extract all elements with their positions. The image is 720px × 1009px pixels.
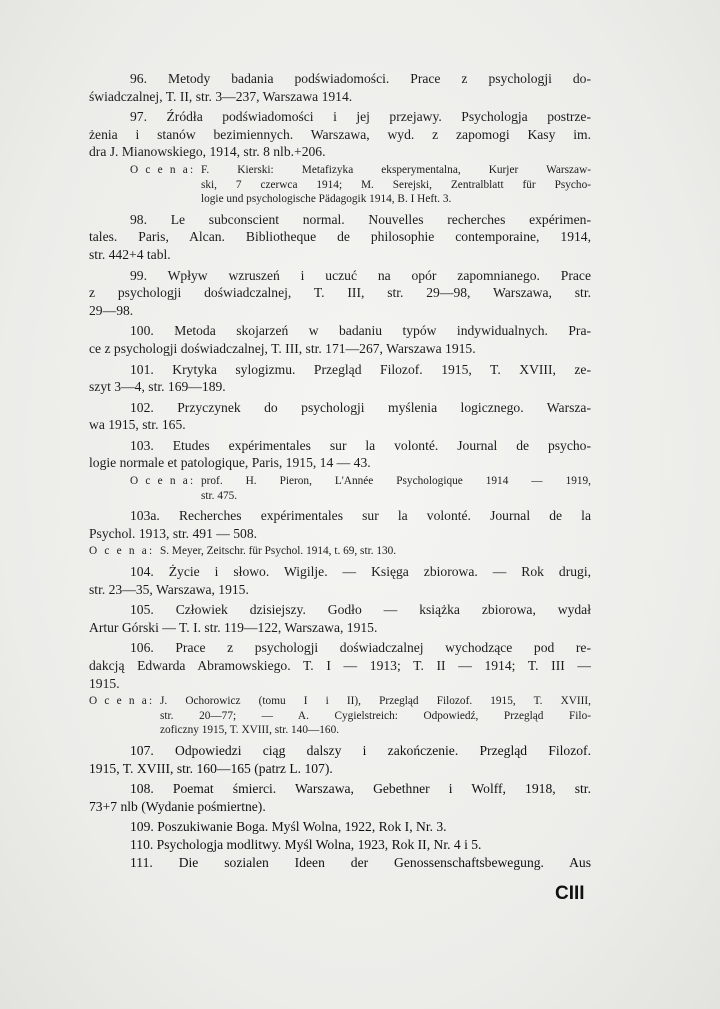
entry-line: logie normale et patologique, Paris, 1915, 14 — 43.	[89, 455, 371, 471]
entry-103	[89, 437, 591, 503]
entry-101	[89, 361, 591, 396]
entry-line: 103. Etudes expérimentales sur la volonté. Journal de psycho-	[130, 437, 591, 453]
entry-97	[89, 108, 591, 207]
entry-line: Artur Górski — T. I. str. 119—122, Warszawa, 1915.	[89, 619, 378, 635]
entry-102	[89, 399, 591, 434]
entry-103a	[89, 507, 591, 559]
entry-line: szyt 3—4, str. 169—189.	[89, 379, 226, 395]
entry-109	[89, 818, 591, 836]
review-note	[48, 694, 591, 738]
entry-line: 99. Wpływ wzruszeń i uczuć na opór zapomnianego. Prace	[130, 267, 591, 283]
entry-98	[89, 211, 591, 264]
entry-line: 73+7 nlb (Wydanie pośmiertne).	[89, 798, 266, 814]
entry-96	[89, 70, 591, 105]
page-number: CIII	[555, 883, 585, 904]
entry-line: 1915.	[89, 675, 120, 691]
review-line: str. 20—77; — A. Cygielstreich: Odpowiedź, Przegląd Filo-	[160, 709, 591, 722]
entry-111	[89, 854, 591, 872]
entry-line: świadczalnej, T. II, str. 3—237, Warszawa 1914.	[89, 88, 353, 104]
review-line: F. Kierski: Metafizyka eksperymentalna, Kurjer Warszaw-	[201, 163, 591, 176]
entry-line: 106. Prace z psychologji doświadczalnej wychodzące pod re-	[130, 640, 591, 656]
review-note	[48, 544, 591, 559]
entry-line: 104. Życie i słowo. Wigilje. — Księga zbiorowa. — Rok drugi,	[130, 564, 591, 580]
entry-99	[89, 267, 591, 320]
review-label: O c e n a:	[130, 475, 196, 488]
entry-line: dakcją Edwarda Abramowskiego. T. I — 1913; T. II — 1914; T. III —	[89, 658, 591, 673]
entry-110	[89, 836, 591, 854]
entry-line: 1915, T. XVIII, str. 160—165 (patrz L. 107).	[89, 760, 333, 776]
entry-line: 102. Przyczynek do psychologji myślenia logicznego. Warsza-	[130, 399, 591, 415]
entry-107	[89, 742, 591, 777]
entry-100	[89, 322, 591, 357]
entry-line: 29—98.	[89, 302, 134, 318]
review-line: S. Meyer, Zeitschr. für Psychol. 1914, t. 69, str. 130.	[160, 545, 397, 558]
review-line: J. Ochorowicz (tomu I i II), Przegląd Filozof. 1915, T. XVIII,	[160, 695, 591, 708]
entry-line: ce z psychologji doświadczalnej, T. III, str. 171—267, Warszawa 1915.	[89, 340, 476, 356]
review-label: O c e n a:	[130, 163, 196, 176]
entry-104	[89, 563, 591, 598]
entry-line: 98. Le subconscient normal. Nouvelles recherches expérimen-	[130, 211, 591, 227]
review-note	[89, 474, 591, 503]
review-line: zoficzny 1915, T. XVIII, str. 140—160.	[160, 724, 340, 737]
entry-line: 108. Poemat śmierci. Warszawa, Gebethner i Wolff, 1918, str.	[130, 781, 591, 797]
entry-line: 97. Źródła podświadomości i jej przejawy. Psychologja postrze-	[130, 109, 591, 125]
entry-line: 110. Psychologja modlitwy. Myśl Wolna, 1923, Rok II, Nr. 4 i 5.	[130, 836, 482, 852]
entry-108	[89, 780, 591, 815]
entry-line: str. 23—35, Warszawa, 1915.	[89, 581, 249, 597]
entry-line: tales. Paris, Alcan. Bibliotheque de philosophie contemporaine, 1914,	[89, 229, 591, 245]
entry-line: 96. Metody badania podświadomości. Prace z psychologji do-	[130, 71, 591, 86]
entry-105	[89, 601, 591, 636]
entry-line: z psychologji doświadczalnej, T. III, str. 29—98, Warszawa, str.	[89, 285, 591, 301]
review-line: ski, 7 czerwca 1914; M. Serejski, Zentralblatt für Psycho-	[201, 178, 591, 191]
entry-line: Psychol. 1913, str. 491 — 508.	[89, 525, 258, 541]
entry-line: 111. Die sozialen Ideen der Genossenschaftsbewegung. Aus	[130, 854, 591, 870]
entry-line: wa 1915, str. 165.	[89, 417, 186, 433]
entry-line: 105. Człowiek dzisiejszy. Godło — książka zbiorowa, wydał	[130, 602, 591, 618]
bibliography-list	[89, 70, 591, 874]
review-label: O c e n a:	[89, 545, 155, 558]
review-line: logie und psychologische Pädagogik 1914, B. I Heft. 3.	[201, 193, 452, 206]
entry-106	[89, 639, 591, 738]
entry-line: 109. Poszukiwanie Boga. Myśl Wolna, 1922, Rok I, Nr. 3.	[130, 819, 447, 835]
entry-line: dra J. Mianowskiego, 1914, str. 8 nlb.+206.	[89, 144, 326, 160]
entry-line: 101. Krytyka sylogizmu. Przegląd Filozof. 1915, T. XVIII, ze-	[130, 361, 591, 377]
entry-line: żenia i stanów bezimiennych. Warszawa, wyd. z zapomogi Kasy im.	[89, 126, 591, 142]
review-note	[89, 163, 591, 207]
entry-line: str. 442+4 tabl.	[89, 246, 171, 262]
review-line: str. 475.	[201, 489, 238, 502]
entry-line: 100. Metoda skojarzeń w badaniu typów indywidualnych. Pra-	[130, 323, 591, 339]
entry-line: 107. Odpowiedzi ciąg dalszy i zakończenie. Przegląd Filozof.	[130, 742, 591, 758]
review-line: prof. H. Pieron, L'Année Psychologique 1914 — 1919,	[201, 475, 591, 488]
review-label: O c e n a:	[89, 695, 155, 708]
entry-line: 103a. Recherches expérimentales sur la volonté. Journal de la	[130, 508, 591, 524]
